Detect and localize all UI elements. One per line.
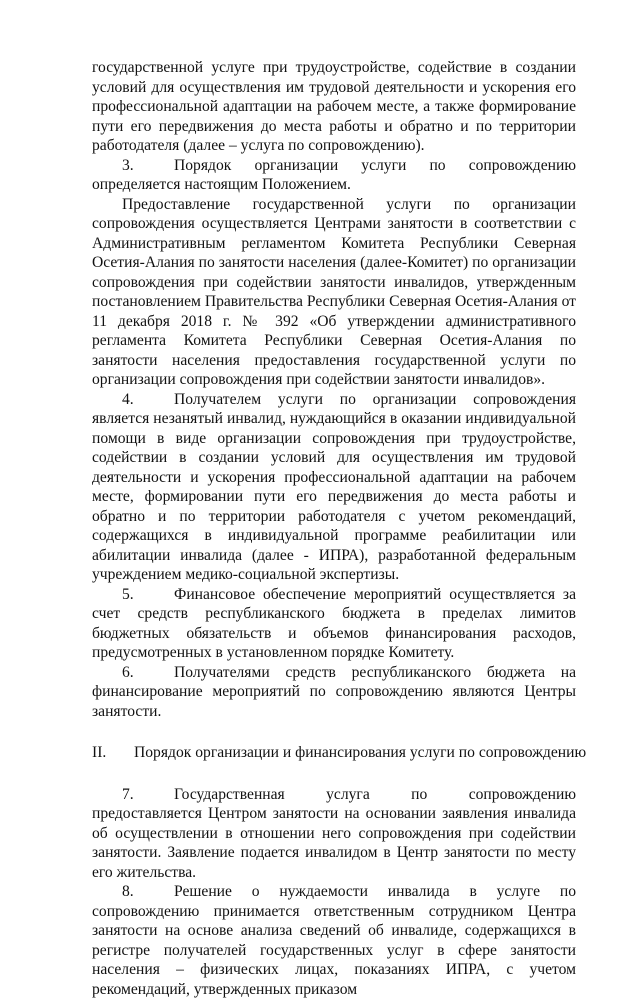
paragraph-7	[92, 785, 576, 883]
paragraph-3	[92, 156, 576, 195]
paragraph-continuation: государственной услуге при трудоустройстве, содействие в создании условий для осуществления им трудовой деятельности и ускорения его профессиональной адаптации на рабочем месте, а также формирование пути его передвижения до места работы и обратно и по территории работодателя (далее – услуга по сопровождению).	[92, 59, 576, 154]
paragraph-4	[92, 390, 576, 585]
paragraph-text: Решение о нуждаемости инвалида в услуге по сопровождению принимается ответственным сотрудником Центра занятости на основе анализа сведений об инвалиде, содержащихся в регистре получателей государственных услуг в сфере занятости населения – физических лицах, показаниях ИПРА, с учетом рекомендаций, утвержденных приказом	[92, 883, 576, 998]
paragraph-number: 4.	[122, 390, 134, 408]
paragraph-6	[92, 663, 576, 722]
paragraph-text: Получателем услуги по организации сопровождения является незанятый инвалид, нуждающийся в оказании индивидуальной помощи в виде организации сопровождения при трудоустройстве, содействии в создании условий для осуществления им трудовой деятельности и ускорения профессиональной адаптации на рабочем месте, формировании пути его передвижения до места работы и обратно и по территории работодателя с учетом рекомендаций, содержащихся в индивидуальной программе реабилитации или абилитации инвалида (далее - ИПРА), разработанной федеральным учреждением медико-социальной экспертизы.	[92, 390, 576, 583]
paragraph-text: Порядок организации услуги по сопровождению определяется настоящим Положением.	[92, 156, 576, 193]
paragraph-text: Получателями средств республиканского бюджета на финансирование мероприятий по сопровождению являются Центры занятости.	[92, 663, 576, 720]
section-heading	[92, 743, 587, 763]
paragraph-number: 5.	[122, 585, 134, 603]
paragraph-number: 3.	[122, 156, 134, 174]
paragraph-provision: Предоставление государственной услуги по организации сопровождения осуществляется Центрами занятости в соответствии с Административным регламентом Комитета Республики Северная Осетия-Алания по занятости населения (далее-Комитет) по организации сопровождения при содействии занятости инвалидов, утвержденным постановлением Правительства Республики Северная Осетия-Алания от 11 декабря 2018 г. № 392 «Об утверждении административного регламента Комитета Республики Северная Осетия-Алания по занятости населения предоставления государственной услуги по организации сопровождения при содействии занятости инвалидов».	[92, 195, 576, 388]
paragraph-5	[92, 585, 576, 663]
paragraph-text: Государственная услуга по сопровождению предоставляется Центром занятости на основании заявления инвалида об осуществлении в отношении него сопровождения при содействии занятости. Заявление подается инвалидом в Центр занятости по месту его жительства.	[92, 785, 576, 881]
document-body	[92, 58, 587, 999]
paragraph-number: 7.	[122, 785, 134, 803]
paragraph-text: Финансовое обеспечение мероприятий осуществляется за счет средств республиканского бюджета в пределах лимитов бюджетных обязательств и объемов финансирования расходов, предусмотренных в установленном порядке Комитету.	[92, 585, 576, 661]
paragraph-8	[92, 882, 576, 999]
paragraph-number: 6.	[122, 663, 134, 681]
section-title: Порядок организации и финансирования услуги по сопровождению	[134, 744, 587, 761]
section-number: II.	[92, 744, 107, 761]
paragraph-number: 8.	[122, 883, 134, 900]
